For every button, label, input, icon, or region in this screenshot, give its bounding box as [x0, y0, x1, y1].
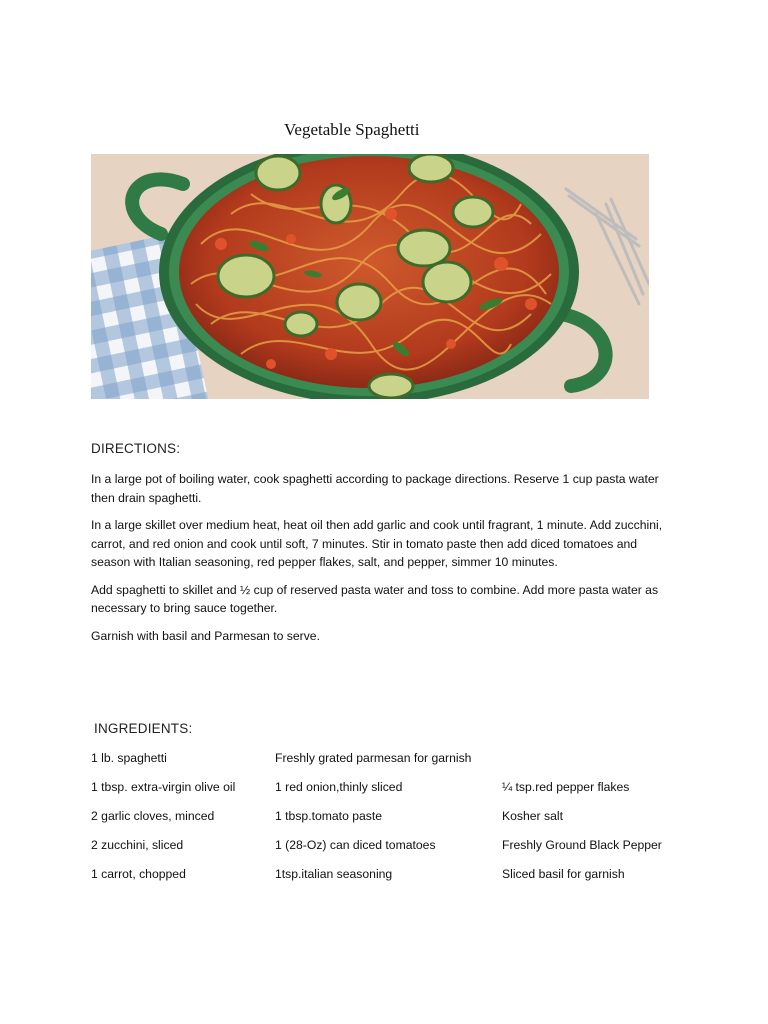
recipe-title: Vegetable Spaghetti — [284, 120, 420, 139]
direction-step: In a large pot of boiling water, cook spaghetti according to package directions. Reserve 1 cup pasta water then drain spaghetti. — [91, 472, 659, 505]
ingredient-row — [91, 838, 691, 856]
directions-heading: DIRECTIONS: — [91, 441, 181, 456]
ingredient-item: Sliced basil for garnish — [502, 867, 625, 881]
ingredient-item: 2 zucchini, sliced — [91, 838, 184, 852]
ingredient-item: 1 lb. spaghetti — [91, 751, 167, 765]
direction-step: In a large skillet over medium heat, heat oil then add garlic and cook until fragrant, 1 minute. Add zucchini, carrot, and red onion and cook until soft, 7 minutes. Stir in tomato paste then add diced tomatoes and season with Italian seasoning, red pepper flakes, salt, and pepper, simmer 10 minutes. — [91, 518, 663, 569]
ingredient-row — [91, 867, 691, 885]
ingredient-item: Freshly grated parmesan for garnish — [275, 751, 472, 765]
ingredient-row — [91, 751, 691, 769]
ingredient-row — [91, 809, 691, 827]
ingredient-item: 1 (28-Oz) can diced tomatoes — [275, 838, 436, 852]
ingredient-item: ¼ tsp.red pepper flakes — [502, 780, 630, 794]
ingredient-item: Kosher salt — [502, 809, 563, 823]
ingredient-item: Freshly Ground Black Pepper — [502, 838, 662, 852]
ingredient-item: 2 garlic cloves, minced — [91, 809, 215, 823]
spaghetti-photo — [91, 154, 649, 399]
ingredient-item: 1 tbsp. extra-virgin olive oil — [91, 780, 236, 794]
ingredient-item: 1tsp.italian seasoning — [275, 867, 393, 881]
direction-step: Garnish with basil and Parmesan to serve. — [91, 628, 320, 643]
directions-list — [91, 470, 671, 654]
ingredient-item: 1 red onion,thinly sliced — [275, 780, 403, 794]
direction-step: Add spaghetti to skillet and ½ cup of reserved pasta water and toss to combine. Add more pasta water as necessary to bring sauce together. — [91, 582, 659, 615]
ingredient-row — [91, 780, 691, 798]
ingredients-heading: INGREDIENTS: — [94, 721, 193, 736]
ingredient-item: 1 tbsp.tomato paste — [275, 809, 383, 823]
ingredient-item: 1 carrot, chopped — [91, 867, 186, 881]
